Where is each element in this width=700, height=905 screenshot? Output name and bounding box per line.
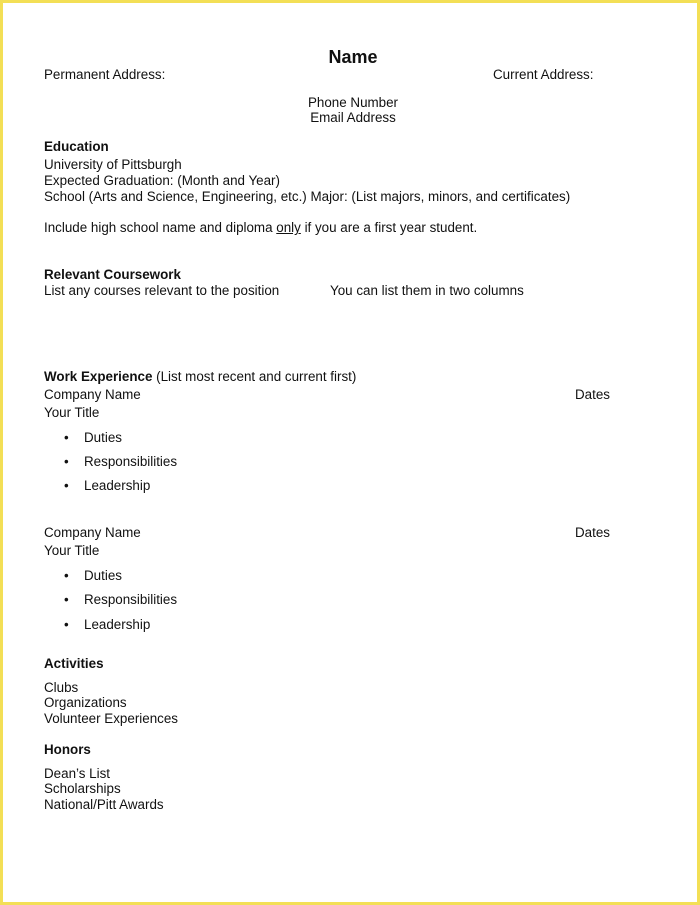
job-item-label: Responsibilities <box>84 592 178 607</box>
coursework-heading: Relevant Coursework <box>44 267 181 282</box>
current-address-label: Current Address: <box>493 67 594 82</box>
work-heading <box>44 369 356 385</box>
job-item-label: Duties <box>84 568 122 583</box>
education-school-major: School (Arts and Science, Engineering, etc.) Major: (List majors, minors, and certificates) <box>44 189 571 204</box>
phone-number: Phone Number <box>307 95 399 110</box>
honor-item: Dean’s List <box>44 766 110 781</box>
activities-heading: Activities <box>44 656 104 671</box>
bullet-marker: • <box>64 568 69 583</box>
job-company: Company Name <box>44 525 141 540</box>
honor-item: Scholarships <box>44 781 121 796</box>
job-title: Your Title <box>44 543 100 558</box>
bullet-marker: • <box>64 454 69 469</box>
education-school: University of Pittsburgh <box>44 157 182 172</box>
job-title: Your Title <box>44 405 100 420</box>
job-dates: Dates <box>575 525 610 540</box>
email-address: Email Address <box>310 110 396 125</box>
activity-item: Organizations <box>44 695 127 710</box>
bullet-marker: • <box>64 617 69 632</box>
work-heading-note: (List most recent and current first) <box>152 369 357 384</box>
education-note-post: if you are a first year student. <box>300 220 478 235</box>
education-graduation: Expected Graduation: (Month and Year) <box>44 173 280 188</box>
bullet-marker: • <box>64 592 69 607</box>
honor-item: National/Pitt Awards <box>44 797 164 812</box>
honors-heading: Honors <box>44 742 91 757</box>
bullet-marker: • <box>64 430 69 445</box>
coursework-column-1: List any courses relevant to the position <box>44 283 280 298</box>
job-item-label: Leadership <box>84 478 151 493</box>
activity-item: Clubs <box>44 680 79 695</box>
job-dates: Dates <box>575 387 610 402</box>
job-item-label: Leadership <box>84 617 151 632</box>
education-heading: Education <box>44 139 109 154</box>
job-company: Company Name <box>44 387 141 402</box>
permanent-address-label: Permanent Address: <box>44 67 166 82</box>
work-heading-title: Work Experience <box>44 369 153 384</box>
bullet-marker: • <box>64 478 69 493</box>
coursework-column-2: You can list them in two columns <box>330 283 524 298</box>
activity-item: Volunteer Experiences <box>44 711 178 726</box>
resume-name: Name <box>328 47 378 67</box>
job-item-label: Responsibilities <box>84 454 178 469</box>
job-item-label: Duties <box>84 430 122 445</box>
education-note-emphasis: only <box>276 220 301 235</box>
education-note <box>44 220 477 236</box>
education-note-pre: Include high school name and diploma <box>44 220 277 235</box>
